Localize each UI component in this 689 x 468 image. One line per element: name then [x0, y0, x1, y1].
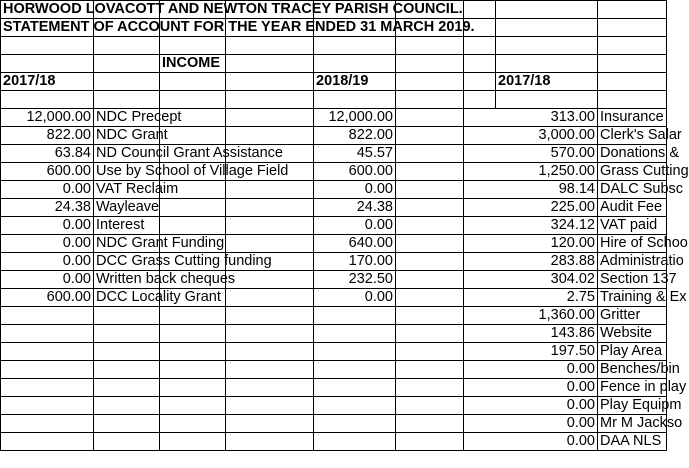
grid-cell: [160, 127, 226, 145]
payment-prev-amount: 225.00: [464, 199, 598, 217]
grid-cell: [160, 415, 226, 433]
payment-prev-amount: 1,360.00: [464, 307, 598, 325]
grid-cell: [226, 325, 314, 343]
payment-prev-amount: 0.00: [464, 397, 598, 415]
income-prev-amount: 822.00: [1, 127, 94, 145]
grid-cell: [226, 73, 314, 91]
income-curr-amount: 45.57: [314, 145, 396, 163]
grid-cell: [496, 19, 598, 37]
grid-cell: [226, 55, 314, 73]
income-heading: INCOME: [160, 55, 226, 73]
account-row: [1, 361, 667, 379]
grid-cell: [226, 433, 314, 451]
income-prev-amount: 63.84: [1, 145, 94, 163]
grid-cell: [160, 199, 226, 217]
account-row: [1, 415, 667, 433]
grid-cell: [226, 109, 314, 127]
income-prev-amount: 0.00: [1, 217, 94, 235]
grid-cell: [396, 289, 464, 307]
payment-prev-amount: 0.00: [464, 379, 598, 397]
account-row: [1, 307, 667, 325]
grid-cell: [396, 37, 464, 55]
grid-cell: [598, 19, 667, 37]
grid-cell: [598, 37, 667, 55]
payment-item-label: Website: [598, 325, 667, 343]
grid-cell: [598, 91, 667, 109]
income-curr-amount: 0.00: [314, 181, 396, 199]
income-prev-amount: 12,000.00: [1, 109, 94, 127]
payment-prev-amount: 313.00: [464, 109, 598, 127]
income-item-label: VAT Reclaim: [94, 181, 160, 199]
grid-cell: [226, 271, 314, 289]
grid-cell: [314, 361, 396, 379]
account-row: [1, 235, 667, 253]
grid-cell: [396, 199, 464, 217]
payments-prev-year-header: 2017/18: [496, 73, 598, 91]
income-item-label: ND Council Grant Assistance: [94, 145, 160, 163]
grid-cell: [160, 307, 226, 325]
grid-cell: [396, 145, 464, 163]
grid-cell: [598, 1, 667, 19]
grid-cell: [226, 343, 314, 361]
payment-item-label: Play Area: [598, 343, 667, 361]
grid-cell: [314, 91, 396, 109]
grid-cell: [314, 55, 396, 73]
income-curr-amount: 640.00: [314, 235, 396, 253]
payment-prev-amount: 98.14: [464, 181, 598, 199]
payment-item-label: Grass Cutting: [598, 163, 667, 181]
grid-cell: [226, 181, 314, 199]
account-row: [1, 325, 667, 343]
grid-cell: [94, 307, 160, 325]
grid-cell: [396, 235, 464, 253]
grid-cell: [160, 433, 226, 451]
grid-cell: [94, 55, 160, 73]
account-row: [1, 433, 667, 451]
grid-cell: [396, 253, 464, 271]
statement-subtitle: STATEMENT OF ACCOUNT FOR THE YEAR ENDED 31 MARCH 2019.: [1, 19, 94, 37]
grid-cell: [396, 307, 464, 325]
payment-item-label: Clerk's Salar: [598, 127, 667, 145]
account-row: [1, 199, 667, 217]
grid-cell: [396, 325, 464, 343]
income-item-label: NDC Grant: [94, 127, 160, 145]
payment-item-label: Audit Fee: [598, 199, 667, 217]
payment-prev-amount: 304.02: [464, 271, 598, 289]
payment-prev-amount: 3,000.00: [464, 127, 598, 145]
income-curr-amount: 12,000.00: [314, 109, 396, 127]
grid-cell: [314, 397, 396, 415]
grid-cell: [1, 379, 94, 397]
payment-prev-amount: 1,250.00: [464, 163, 598, 181]
grid-cell: [226, 361, 314, 379]
account-row: [1, 145, 667, 163]
grid-cell: [496, 55, 598, 73]
payment-prev-amount: 0.00: [464, 433, 598, 451]
payment-prev-amount: 0.00: [464, 415, 598, 433]
blank-row: [1, 91, 667, 109]
grid-cell: [396, 73, 464, 91]
grid-cell: [496, 37, 598, 55]
grid-cell: [396, 127, 464, 145]
account-row: [1, 217, 667, 235]
grid-cell: [94, 91, 160, 109]
grid-cell: [226, 217, 314, 235]
grid-cell: [396, 397, 464, 415]
payment-item-label: Fence in play: [598, 379, 667, 397]
grid-cell: [464, 91, 496, 109]
income-curr-amount: 232.50: [314, 271, 396, 289]
grid-cell: [94, 397, 160, 415]
payment-item-label: Administratio: [598, 253, 667, 271]
grid-cell: [396, 415, 464, 433]
payment-item-label: Training & Ex: [598, 289, 667, 307]
payment-prev-amount: 197.50: [464, 343, 598, 361]
payment-item-label: VAT paid: [598, 217, 667, 235]
grid-cell: [226, 199, 314, 217]
income-item-label: NDC Precept: [94, 109, 160, 127]
grid-cell: [1, 361, 94, 379]
payment-item-label: Play Equipm: [598, 397, 667, 415]
income-item-label: Use by School of Village Field: [94, 163, 160, 181]
income-item-label: Interest: [94, 217, 160, 235]
grid-cell: [1, 325, 94, 343]
income-prev-amount: 0.00: [1, 235, 94, 253]
grid-cell: [94, 379, 160, 397]
grid-cell: [1, 343, 94, 361]
account-row: [1, 343, 667, 361]
grid-cell: [464, 73, 496, 91]
blank-row: [1, 37, 667, 55]
income-curr-year-header: 2018/19: [314, 73, 396, 91]
payment-prev-amount: 120.00: [464, 235, 598, 253]
grid-cell: [1, 307, 94, 325]
payment-item-label: Donations &: [598, 145, 667, 163]
income-item-label: NDC Grant Funding: [94, 235, 160, 253]
grid-cell: [226, 37, 314, 55]
grid-cell: [396, 181, 464, 199]
grid-cell: [1, 91, 94, 109]
payment-item-label: Mr M Jackso: [598, 415, 667, 433]
grid-cell: [226, 415, 314, 433]
income-prev-amount: 600.00: [1, 163, 94, 181]
grid-cell: [314, 415, 396, 433]
account-row: [1, 109, 667, 127]
grid-cell: [94, 325, 160, 343]
grid-cell: [396, 379, 464, 397]
income-prev-amount: 0.00: [1, 181, 94, 199]
grid-cell: [94, 433, 160, 451]
grid-cell: [160, 37, 226, 55]
income-curr-amount: 0.00: [314, 289, 396, 307]
payment-item-label: DALC Subsc: [598, 181, 667, 199]
income-item-label: Wayleave: [94, 199, 160, 217]
grid-cell: [160, 91, 226, 109]
grid-cell: [226, 91, 314, 109]
account-row: [1, 271, 667, 289]
grid-cell: [314, 325, 396, 343]
payment-item-label: Benches/bin: [598, 361, 667, 379]
grid-cell: [226, 379, 314, 397]
income-prev-amount: 0.00: [1, 271, 94, 289]
grid-cell: [1, 433, 94, 451]
account-row: [1, 163, 667, 181]
grid-cell: [396, 361, 464, 379]
payment-prev-amount: 570.00: [464, 145, 598, 163]
account-row: [1, 289, 667, 307]
grid-cell: [464, 1, 496, 19]
income-item-label: DCC Grass Cutting funding: [94, 253, 160, 271]
grid-cell: [464, 37, 496, 55]
income-curr-amount: 822.00: [314, 127, 396, 145]
grid-cell: [226, 307, 314, 325]
income-curr-amount: 24.38: [314, 199, 396, 217]
payment-prev-amount: 143.86: [464, 325, 598, 343]
income-item-label: Written back cheques: [94, 271, 160, 289]
grid-cell: [314, 37, 396, 55]
grid-cell: [226, 289, 314, 307]
grid-cell: [160, 397, 226, 415]
grid-cell: [598, 55, 667, 73]
grid-cell: [396, 271, 464, 289]
grid-cell: [396, 433, 464, 451]
grid-cell: [1, 37, 94, 55]
grid-cell: [496, 91, 598, 109]
grid-cell: [1, 415, 94, 433]
grid-cell: [1, 55, 94, 73]
grid-cell: [314, 343, 396, 361]
title-row: [1, 19, 667, 37]
grid-cell: [1, 397, 94, 415]
payment-item-label: Section 137: [598, 271, 667, 289]
grid-cell: [160, 73, 226, 91]
grid-cell: [396, 109, 464, 127]
account-row: [1, 397, 667, 415]
grid-cell: [396, 343, 464, 361]
title-row: [1, 1, 667, 19]
income-curr-amount: 600.00: [314, 163, 396, 181]
section-heading-row: [1, 55, 667, 73]
grid-cell: [160, 325, 226, 343]
grid-cell: [598, 73, 667, 91]
income-curr-amount: 0.00: [314, 217, 396, 235]
account-row: [1, 379, 667, 397]
income-prev-amount: 24.38: [1, 199, 94, 217]
column-header-row: [1, 73, 667, 91]
income-curr-amount: 170.00: [314, 253, 396, 271]
account-row: [1, 181, 667, 199]
income-prev-amount: 600.00: [1, 289, 94, 307]
grid-cell: [160, 343, 226, 361]
grid-cell: [464, 55, 496, 73]
account-row: [1, 253, 667, 271]
grid-cell: [94, 73, 160, 91]
grid-cell: [94, 37, 160, 55]
grid-cell: [314, 379, 396, 397]
grid-cell: [396, 55, 464, 73]
grid-cell: [314, 307, 396, 325]
payment-item-label: DAA NLS: [598, 433, 667, 451]
grid-cell: [226, 235, 314, 253]
grid-cell: [94, 361, 160, 379]
grid-cell: [396, 91, 464, 109]
grid-cell: [396, 217, 464, 235]
payment-item-label: Gritter: [598, 307, 667, 325]
payment-prev-amount: 324.12: [464, 217, 598, 235]
income-prev-year-header: 2017/18: [1, 73, 94, 91]
grid-cell: [314, 433, 396, 451]
income-prev-amount: 0.00: [1, 253, 94, 271]
grid-cell: [226, 397, 314, 415]
payment-item-label: Hire of Schoo: [598, 235, 667, 253]
grid-cell: [226, 127, 314, 145]
grid-cell: [396, 163, 464, 181]
account-row: [1, 127, 667, 145]
payment-item-label: Insurance: [598, 109, 667, 127]
grid-cell: [94, 415, 160, 433]
grid-cell: [496, 1, 598, 19]
statement-title: HORWOOD LOVACOTT AND NEWTON TRACEY PARISH COUNCIL.: [1, 1, 94, 19]
grid-cell: [160, 361, 226, 379]
payment-prev-amount: 0.00: [464, 361, 598, 379]
payment-prev-amount: 283.88: [464, 253, 598, 271]
payment-prev-amount: 2.75: [464, 289, 598, 307]
grid-cell: [94, 343, 160, 361]
grid-cell: [160, 217, 226, 235]
income-item-label: DCC Locality Grant: [94, 289, 160, 307]
grid-cell: [160, 379, 226, 397]
